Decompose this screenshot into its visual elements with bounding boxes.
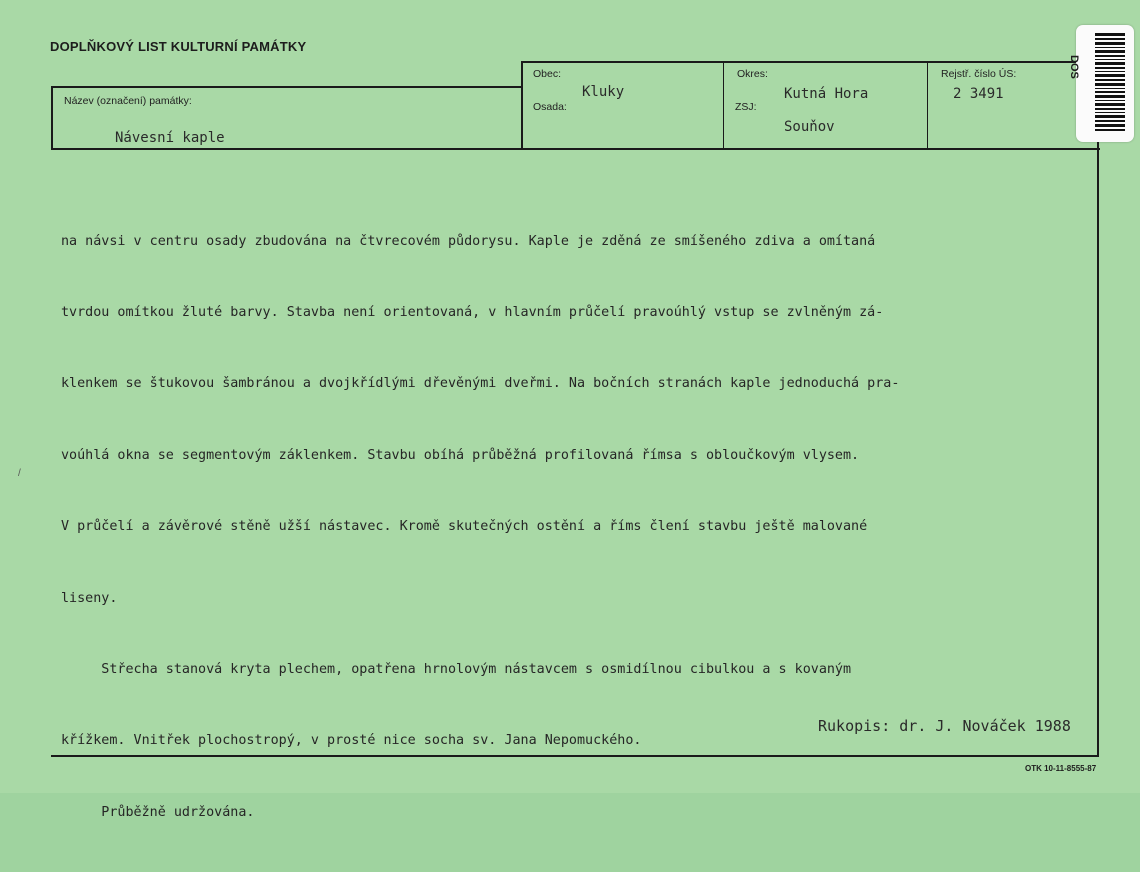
body-line: klenkem se štukovou šambránou a dvojkřídlými dřevěnými dveřmi. Na bočních stranách kaple jednoduchá pra- [61,376,900,392]
top-rule-right [521,61,1100,63]
body-line: voúhlá okna se segmentovým záklenkem. Stavbu obíhá průběžná profilovaná římsa s obloučkovým vlysem. [61,447,860,463]
body-line: na návsi v centru osady zbudována na čtvrecovém půdorysu. Kaple je zděná ze smíšeného zdiva a omítaná [61,233,876,249]
footer-code: OTK 10-11-8555-87 [1025,764,1097,773]
body-line: liseny. [61,590,118,606]
divider-rejstr [927,61,928,150]
description-text [61,182,1101,872]
divider-obec [521,61,523,150]
label-okres: Okres: [737,68,768,80]
left-border [51,86,53,150]
body-line: V průčelí a závěrové stěně užší nástavec. Kromě skutečných ostění a říms člení stavbu ještě malované [61,519,868,535]
body-line: tvrdou omítkou žluté barvy. Stavba není orientovaná, v hlavním průčelí pravoúhlý vstup se zvlněným zá- [61,304,884,320]
label-zsj: ZSJ: [735,101,757,113]
margin-tick-mark: / [18,468,21,479]
tag-code: DOS [1068,55,1080,79]
value-rejstr: 2 3491 [953,86,1004,102]
form-title: DOPLŇKOVÝ LIST KULTURNÍ PAMÁTKY [50,39,307,54]
header-bottom-rule [51,148,1100,150]
label-obec: Obec: [533,68,562,80]
label-name: Název (označení) památky: [64,95,192,107]
body-line: křížkem. Vnitřek plochostropý, v prosté nice socha sv. Jana Nepomuckého. [61,733,642,749]
barcode-icon [1095,33,1125,133]
body-line: Průběžně udržována. [61,804,255,820]
label-osada: Osada: [533,101,567,113]
body-line: Střecha stanová kryta plechem, opatřena hrnolovým nástavcem s osmidílnou cibulkou a s kovaným [61,661,852,677]
signature: Rukopis: dr. J. Nováček 1988 [818,717,1071,735]
value-name: Návesní kaple [115,130,225,146]
name-rule [51,86,522,88]
label-rejstr: Rejstř. číslo ÚS: [941,68,1017,80]
value-okres: Kutná Hora [784,86,869,102]
value-obec: Kluky [582,84,625,100]
barcode-tag [1068,25,1134,142]
value-zsj: Souňov [784,119,835,135]
divider-okres [723,61,724,150]
